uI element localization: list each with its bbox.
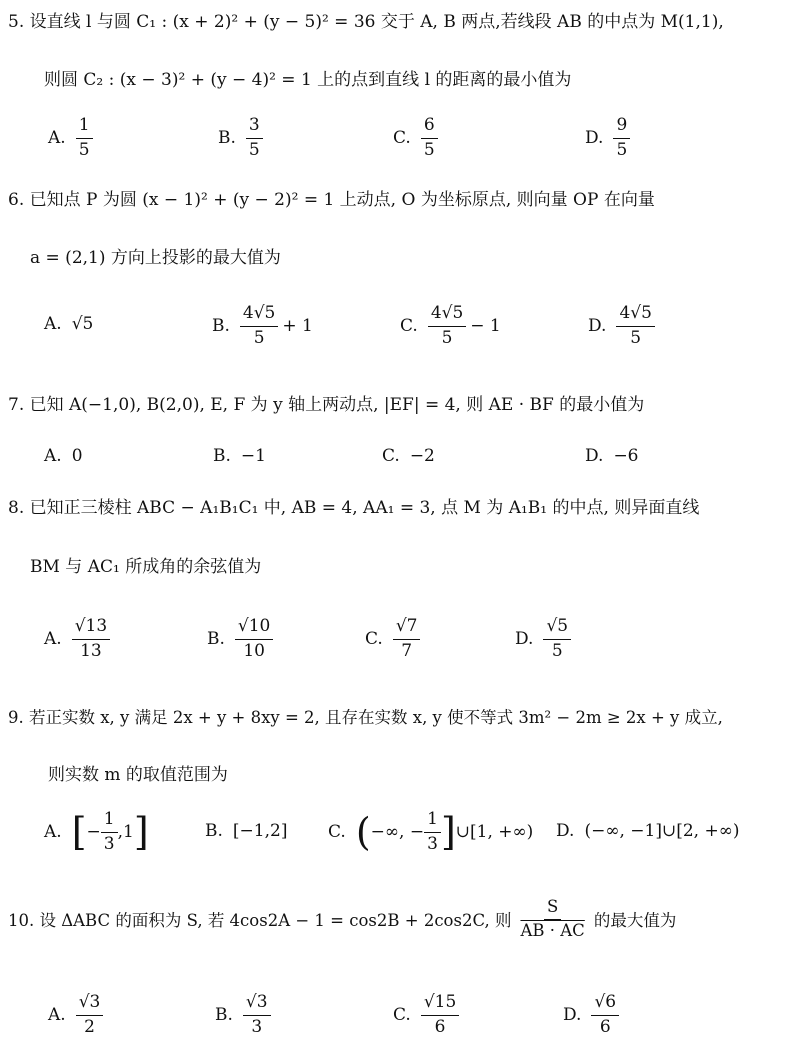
q9-option-c-frac: $\frac{1}{3}$ [424, 810, 441, 854]
q5-option-b[interactable] [218, 116, 263, 160]
q6-stem-line2: a = (2,1) 方向上投影的最大值为 [30, 248, 281, 268]
q10-option-a[interactable] [48, 993, 103, 1037]
q6-option-c[interactable] [400, 304, 501, 348]
q5-option-b-value: $\frac{3}{5}$ [246, 116, 263, 160]
q6-option-d-label: D. [588, 316, 607, 337]
q8-option-b-label: B. [207, 629, 225, 650]
q6-option-b-value: $\frac{4√5}{5}$ [240, 304, 278, 348]
q10-option-d-value: $\frac{√6}{6}$ [591, 993, 619, 1037]
q8-option-c[interactable] [365, 617, 420, 661]
q9-stem-line1: 9. 若正实数 x, y 满足 2x + y + 8xy = 2, 且存在实数 x, y 使不等式 3m² − 2m ≥ 2x + y 成立, [8, 708, 723, 727]
q9-option-c-pre: −∞, − [370, 822, 425, 843]
q8-stem-line2: BM 与 AC₁ 所成角的余弦值为 [30, 557, 262, 577]
q10-option-b-value: $\frac{√3}{3}$ [243, 993, 271, 1037]
q5-stem-line1: 5. 设直线 l 与圆 C₁ : (x + 2)² + (y − 5)² = 36 交于 A, B 两点,若线段 AB 的中点为 M(1,1), [8, 12, 724, 32]
q9-option-b-label: B. [205, 821, 223, 841]
q7-option-c[interactable] [382, 446, 435, 466]
q10-option-d[interactable] [563, 993, 619, 1037]
q6-option-a-label: A. [44, 314, 62, 334]
q6-option-b[interactable] [212, 304, 313, 348]
q7-option-d-value: −6 [613, 446, 639, 466]
q6-option-c-value: $\frac{4√5}{5}$ [428, 304, 466, 348]
q7-option-c-label: C. [382, 446, 400, 466]
q9-option-d[interactable] [556, 821, 740, 841]
q6-option-c-rest: − 1 [470, 316, 501, 337]
q10-option-a-label: A. [48, 1005, 66, 1026]
q10-stem [8, 898, 676, 941]
q9-stem-line2: 则实数 m 的取值范围为 [48, 765, 228, 785]
q10-option-c[interactable] [393, 993, 459, 1037]
q9-option-d-label: D. [556, 821, 575, 841]
q5-option-b-label: B. [218, 128, 236, 149]
q8-option-d-value: $\frac{√5}{5}$ [543, 617, 571, 661]
q10-stem-fraction: $\frac{S}{AB \cdot AC}$ [520, 897, 585, 940]
q9-option-d-value: (−∞, −1]∪[2, +∞) [584, 821, 740, 841]
q5-option-c-label: C. [393, 128, 411, 149]
q8-option-c-label: C. [365, 629, 383, 650]
q5-option-d-value: $\frac{9}{5}$ [613, 116, 630, 160]
q9-option-b-value: [−1,2] [232, 821, 288, 841]
q6-option-b-label: B. [212, 316, 230, 337]
q6-option-d[interactable] [588, 304, 655, 348]
q7-option-c-value: −2 [409, 446, 435, 466]
q9-option-a-post: ,1 [117, 822, 134, 843]
q5-option-a-label: A. [48, 128, 66, 149]
q7-option-b-value: −1 [240, 446, 266, 466]
q7-option-b-label: B. [213, 446, 231, 466]
q10-stem-pre: 10. 设 ΔABC 的面积为 S, 若 4cos2A − 1 = cos2B + 2cos2C, 则 [8, 911, 512, 931]
q10-option-b[interactable] [215, 993, 271, 1037]
q5-option-a[interactable] [48, 116, 93, 160]
q10-stem-post: 的最大值为 [593, 911, 677, 931]
q8-option-a-label: A. [44, 629, 62, 650]
q6-option-d-value: $\frac{4√5}{5}$ [616, 304, 654, 348]
q9-option-a-pre: − [86, 822, 101, 843]
q9-option-c[interactable] [328, 810, 533, 854]
q5-option-a-value: $\frac{1}{5}$ [76, 116, 93, 160]
q10-option-a-value: $\frac{√3}{2}$ [76, 993, 104, 1037]
q10-option-d-label: D. [563, 1005, 582, 1026]
q9-option-a[interactable] [44, 810, 149, 854]
q8-option-a[interactable] [44, 617, 110, 661]
q7-option-b[interactable] [213, 446, 266, 466]
q5-option-c-value: $\frac{6}{5}$ [421, 116, 438, 160]
q8-option-b[interactable] [207, 617, 273, 661]
q8-option-c-value: $\frac{√7}{7}$ [393, 617, 421, 661]
q5-option-d[interactable] [585, 116, 630, 160]
q5-stem-line2: 则圆 C₂ : (x − 3)² + (y − 4)² = 1 上的点到直线 l 的距离的最小值为 [44, 70, 572, 90]
q7-stem: 7. 已知 A(−1,0), B(2,0), E, F 为 y 轴上两动点, |EF| = 4, 则 AE · BF 的最小值为 [8, 395, 645, 415]
q9-option-a-close: ] [133, 810, 149, 855]
q7-option-d-label: D. [585, 446, 604, 466]
q8-option-d-label: D. [515, 629, 534, 650]
q5-option-d-label: D. [585, 128, 604, 149]
q9-option-a-label: A. [44, 822, 62, 843]
q9-option-c-label: C. [328, 822, 346, 843]
q7-option-a[interactable] [44, 446, 83, 466]
q9-option-a-frac: $\frac{1}{3}$ [101, 810, 118, 854]
q8-stem-line1: 8. 已知正三棱柱 ABC − A₁B₁C₁ 中, AB = 4, AA₁ = 3, 点 M 为 A₁B₁ 的中点, 则异面直线 [8, 498, 700, 518]
q7-option-d[interactable] [585, 446, 639, 466]
q9-option-c-close: ] [440, 810, 456, 855]
q7-option-a-label: A. [44, 446, 62, 466]
q6-option-a[interactable] [44, 314, 93, 334]
q6-stem-line1: 6. 已知点 P 为圆 (x − 1)² + (y − 2)² = 1 上动点, O 为坐标原点, 则向量 OP 在向量 [8, 190, 655, 210]
q5-option-c[interactable] [393, 116, 438, 160]
q8-option-a-value: $\frac{√13}{13}$ [72, 617, 110, 661]
q10-option-b-label: B. [215, 1005, 233, 1026]
q6-option-a-value: √5 [71, 314, 94, 334]
q9-option-c-open: ( [355, 810, 371, 855]
q8-option-d[interactable] [515, 617, 571, 661]
q8-option-b-value: $\frac{√10}{10}$ [235, 617, 273, 661]
q6-option-b-rest: + 1 [282, 316, 313, 337]
q10-option-c-value: $\frac{√15}{6}$ [421, 993, 459, 1037]
q6-option-c-label: C. [400, 316, 418, 337]
q9-option-c-tail: ∪[1, +∞) [455, 822, 534, 843]
q10-option-c-label: C. [393, 1005, 411, 1026]
q7-option-a-value: 0 [71, 446, 83, 466]
q9-option-b[interactable] [205, 821, 287, 841]
q9-option-a-open: [ [71, 810, 87, 855]
